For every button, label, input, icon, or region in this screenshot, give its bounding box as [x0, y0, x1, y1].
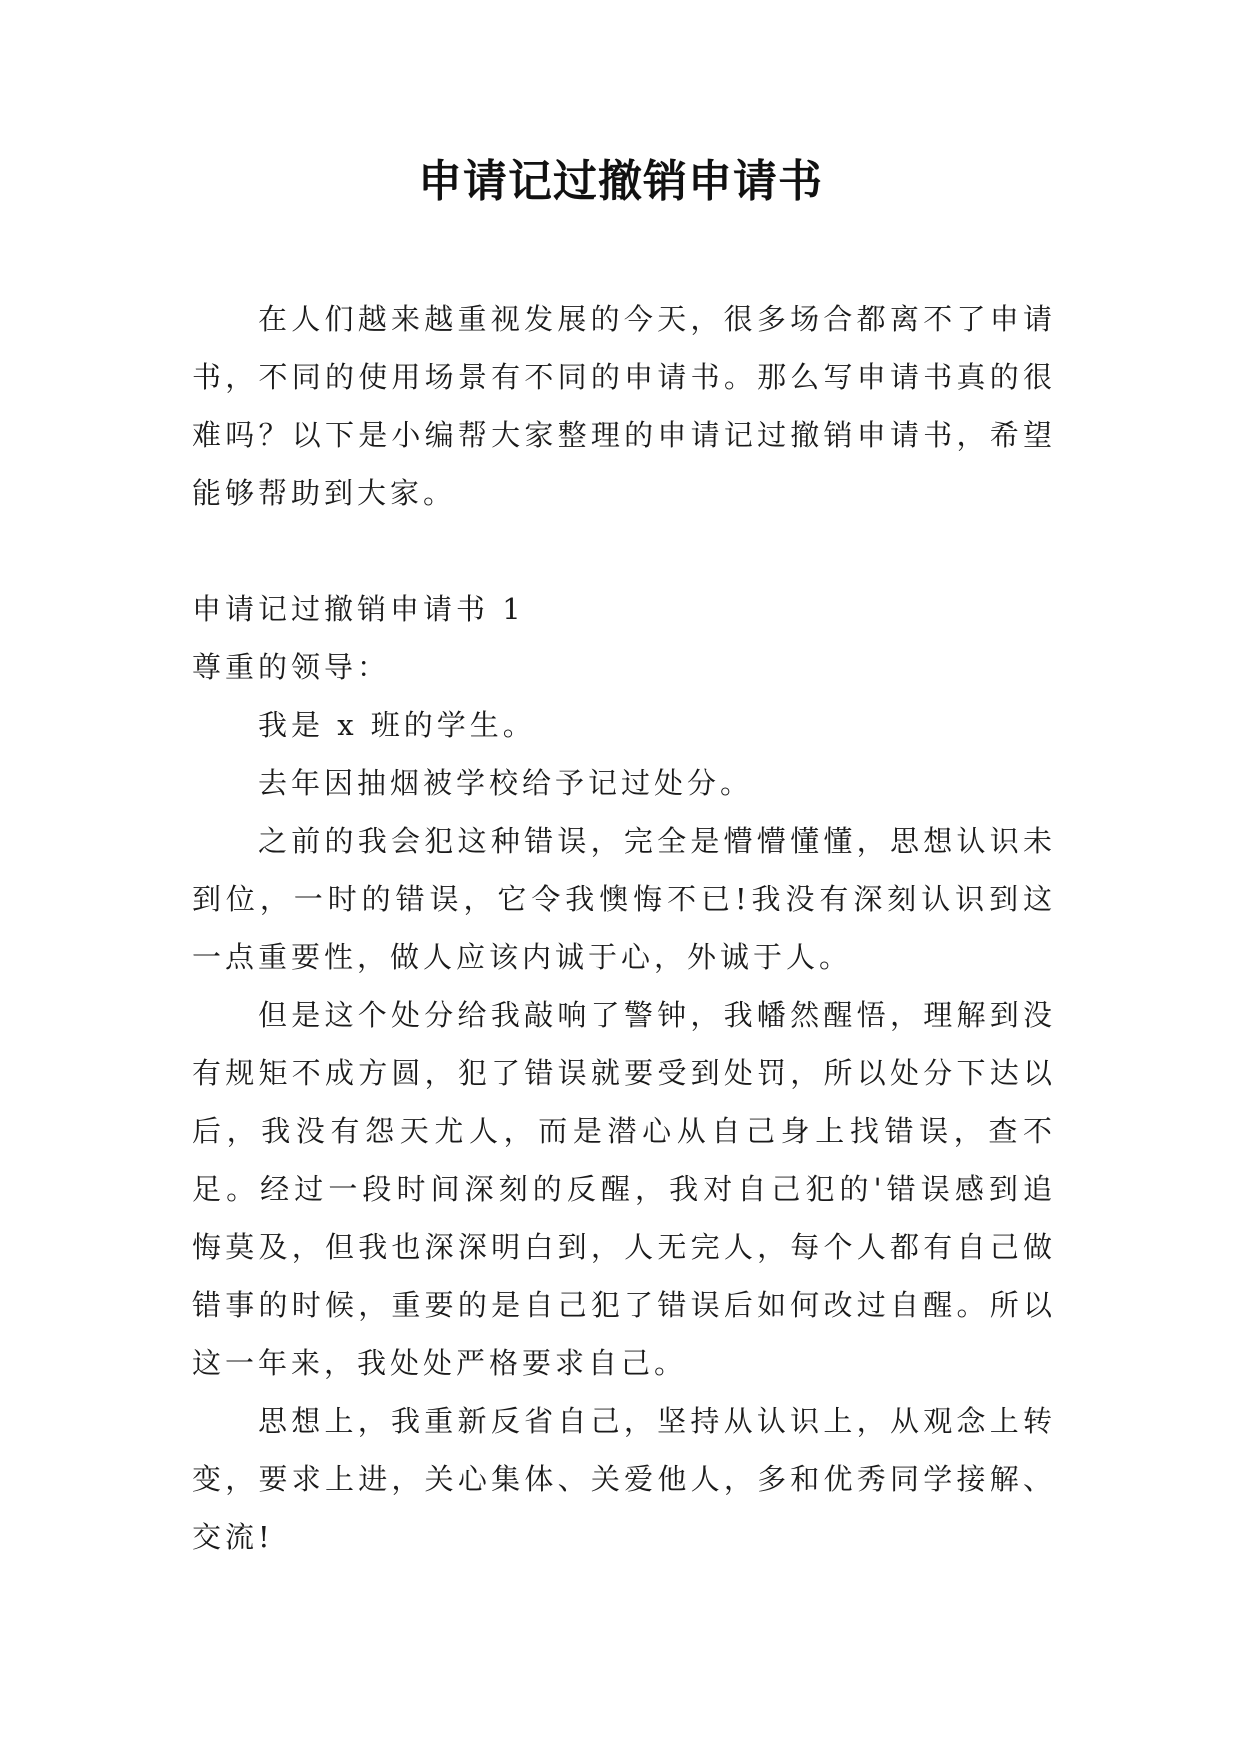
body-paragraph: 思想上，我重新反省自己，坚持从认识上，从观念上转变，要求上进，关心集体、关爱他人，多和优秀同学接解、交流! — [192, 1404, 1056, 1554]
section-heading: 申请记过撤销申请书 1 — [192, 592, 525, 626]
body-paragraph: 我是 x 班的学生。 — [258, 708, 536, 742]
salutation: 尊重的领导： — [192, 650, 391, 684]
intro-paragraph: 在人们越来越重视发展的今天，很多场合都离不了申请书，不同的使用场景有不同的申请书。那么写申请书真的很难吗？以下是小编帮大家整理的申请记过撤销申请书，希望能够帮助到大家。 — [192, 302, 1056, 510]
body-paragraph: 但是这个处分给我敲响了警钟，我幡然醒悟，理解到没有规矩不成方圆，犯了错误就要受到处罚，所以处分下达以后，我没有怨天尤人，而是潜心从自己身上找错误，查不足。经过一段时间深刻的反醒，我对自己犯的'错误感到追悔莫及，但我也深深明白到，人无完人，每个人都有自己做错事的时候，重要的是自己犯了错误后如何改过自醒。所以这一年来，我处处严格要求自己。 — [192, 998, 1056, 1380]
body-paragraph: 之前的我会犯这种错误，完全是懵懵懂懂，思想认识未到位，一时的错误，它令我懊悔不已!我没有深刻认识到这一点重要性，做人应该内诚于心，外诚于人。 — [192, 824, 1056, 974]
body-paragraph: 去年因抽烟被学校给予记过处分。 — [258, 766, 754, 800]
document-title: 申请记过撤销申请书 — [418, 156, 823, 207]
document-body — [192, 290, 1056, 1566]
